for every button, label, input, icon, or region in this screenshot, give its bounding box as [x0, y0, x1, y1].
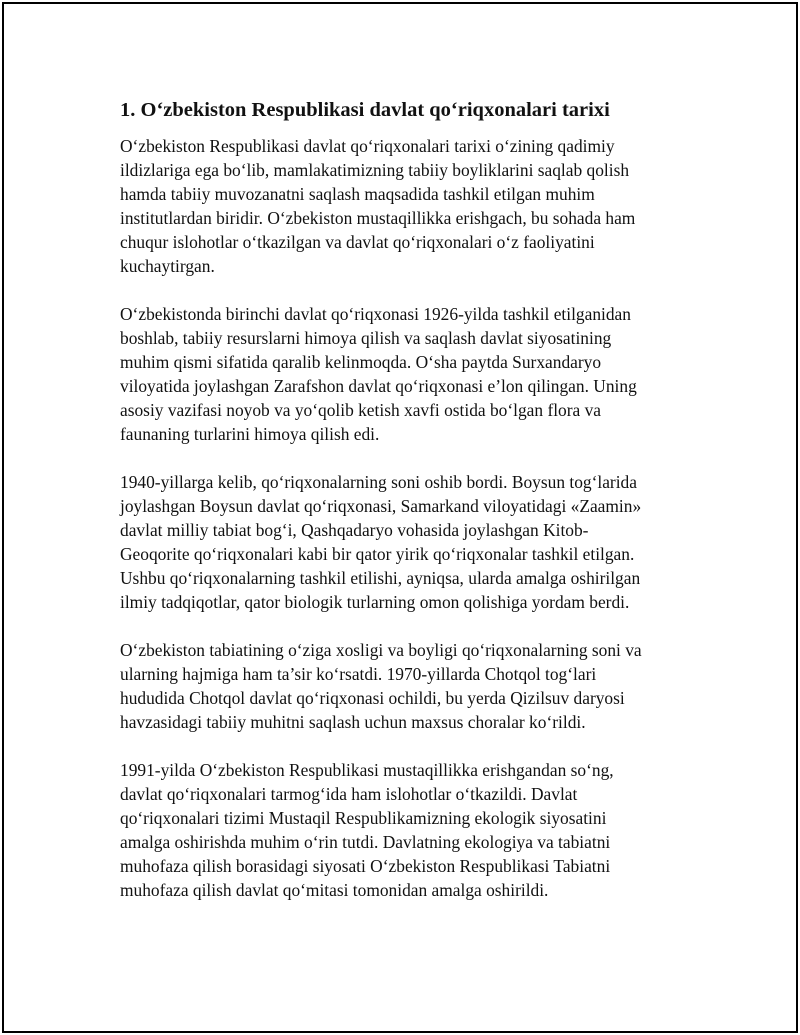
text-line: ularning hajmiga ham ta’sir ko‘rsatdi. 1970-yillarda Chotqol tog‘lari	[120, 664, 597, 684]
text-line: Ushbu qo‘riqxonalarning tashkil etilishi, ayniqsa, ularda amalga oshirilgan	[120, 568, 641, 588]
text-line: muhofaza qilish davlat qo‘mitasi tomonidan amalga oshirildi.	[120, 880, 549, 900]
text-line: 1940-yillarga kelib, qo‘riqxonalarning soni oshib bordi. Boysun tog‘larida	[120, 472, 637, 492]
text-line: amalga oshirishda muhim o‘rin tutdi. Davlatning ekologiya va tabiatni	[120, 832, 611, 852]
paragraph-3	[120, 470, 680, 614]
text-line: 1991-yilda O‘zbekiston Respublikasi mustaqillikka erishgandan so‘ng,	[120, 760, 614, 780]
paragraph-1	[120, 134, 680, 278]
text-line: muhim qismi sifatida qaralib kelinmoqda. O‘sha paytda Surxandaryo	[120, 352, 602, 372]
text-line: kuchaytirgan.	[120, 256, 215, 276]
paragraph-2	[120, 302, 680, 446]
text-line: faunaning turlarini himoya qilish edi.	[120, 424, 380, 444]
paragraph-4	[120, 638, 680, 734]
paragraph-5	[120, 758, 680, 902]
text-line: qo‘riqxonalari tizimi Mustaqil Respublikamizning ekologik siyosatini	[120, 808, 607, 828]
document-body	[120, 96, 680, 926]
text-line: hamda tabiiy muvozanatni saqlash maqsadida tashkil etilgan muhim	[120, 184, 595, 204]
text-line: davlat qo‘riqxonalari tarmog‘ida ham islohotlar o‘tkazildi. Davlat	[120, 784, 578, 804]
text-line: O‘zbekiston Respublikasi davlat qo‘riqxonalari tarixi o‘zining qadimiy	[120, 136, 615, 156]
text-line: institutlardan biridir. O‘zbekiston mustaqillikka erishgach, bu sohada ham	[120, 208, 636, 228]
text-line: muhofaza qilish borasidagi siyosati O‘zbekiston Respublikasi Tabiatni	[120, 856, 611, 876]
text-line: hududida Chotqol davlat qo‘riqxonasi ochildi, bu yerda Qizilsuv daryosi	[120, 688, 625, 708]
text-line: davlat milliy tabiat bog‘i, Qashqadaryo vohasida joylashgan Kitob-	[120, 520, 589, 540]
page-frame	[2, 2, 798, 1033]
text-line: ilmiy tadqiqotlar, qator biologik turlarning omon qolishiga yordam berdi.	[120, 592, 630, 612]
text-line: joylashgan Boysun davlat qo‘riqxonasi, Samarkand viloyatidagi «Zaamin»	[120, 496, 642, 516]
text-line: O‘zbekiston tabiatining o‘ziga xosligi va boyligi qo‘riqxonalarning soni va	[120, 640, 642, 660]
text-line: asosiy vazifasi noyob va yo‘qolib ketish xavfi ostida bo‘lgan flora va	[120, 400, 602, 420]
text-line: O‘zbekistonda birinchi davlat qo‘riqxonasi 1926-yilda tashkil etilganidan	[120, 304, 631, 324]
text-line: viloyatida joylashgan Zarafshon davlat qo‘riqxonasi e’lon qilingan. Uning	[120, 376, 637, 396]
text-line: chuqur islohotlar o‘tkazilgan va davlat qo‘riqxonalari o‘z faoliyatini	[120, 232, 595, 252]
text-line: boshlab, tabiiy resurslarni himoya qilish va saqlash davlat siyosatining	[120, 328, 612, 348]
text-line: Geoqorite qo‘riqxonalari kabi bir qator yirik qo‘riqxonalar tashkil etilgan.	[120, 544, 635, 564]
text-line: havzasidagi tabiiy muhitni saqlash uchun maxsus choralar ko‘rildi.	[120, 712, 586, 732]
section-heading: 1. O‘zbekiston Respublikasi davlat qo‘riqxonalari tarixi	[120, 99, 610, 121]
text-line: ildizlariga ega bo‘lib, mamlakatimizning tabiiy boyliklarini saqlab qolish	[120, 160, 630, 180]
